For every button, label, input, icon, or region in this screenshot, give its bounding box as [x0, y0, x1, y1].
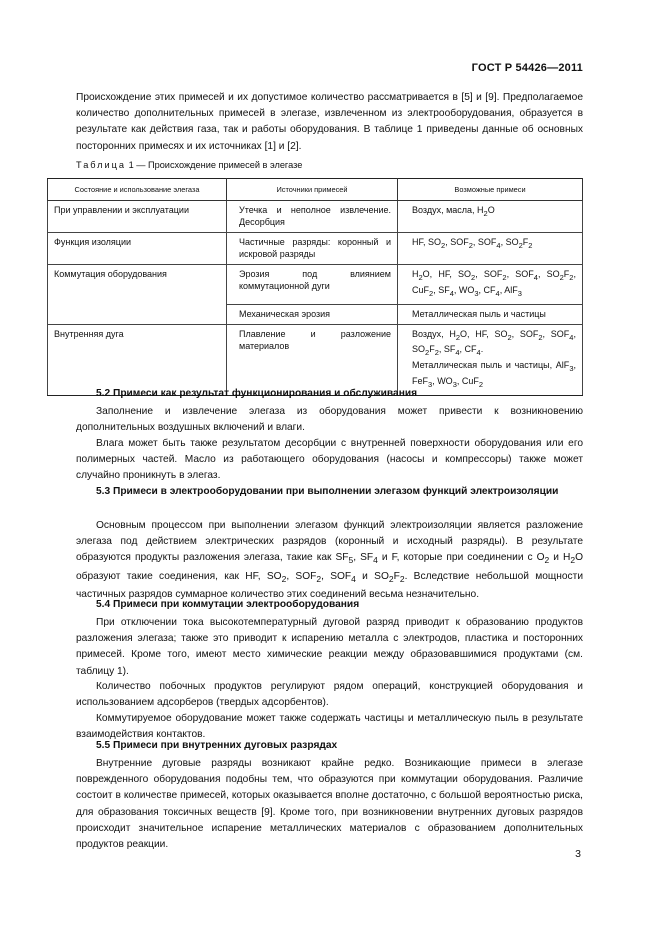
intro-paragraph: Происхождение этих примесей и их допустимое количество рассматривается в [5] и [9]. Предполагаемое количество дополнительных примесей в элегазе, извлеченном из электрооборудования, образуется в результате как действия газа, так и работы оборудования. В таблице 1 приведены данные об основных посторонних примесях и их источниках [1] и [2].: [76, 92, 583, 152]
table-cell-state: Функция изоляции: [48, 233, 227, 265]
table-row: [48, 265, 583, 305]
impurities-table: [47, 178, 583, 396]
table-caption-text: 1 — Происхождение примесей в элегазе: [126, 160, 303, 170]
table-cell-impurity: $H_2O$, HF, $SO_2$, $SOF_2$, $SOF_4$, $SO_2F_2$, CuF$_2$, $SF_4$, $WO_3$, $CF_4$, AlF$_3$: [398, 265, 583, 305]
table-cell-impurity: Воздух, масла, $H_2O$: [398, 201, 583, 233]
table-cell-source: Механическая эрозия: [227, 304, 398, 324]
table-cell-source: Эрозия под влиянием коммутационной дуги: [227, 265, 398, 305]
table-header-row: [48, 179, 583, 201]
section-5-5-heading: 5.5 Примеси при внутренних дуговых разрядах: [96, 740, 338, 751]
table-row: [48, 324, 583, 395]
section-5-4-heading: 5.4 Примеси при коммутации электрооборудования: [96, 599, 360, 610]
table-caption-word: Таблица: [76, 160, 127, 170]
document-header: ГОСТ Р 54426—2011: [471, 62, 583, 74]
section-5-5-paragraph: Внутренние дуговые разряды возникают крайне редко. Возникающие примеси в элегазе поврежденного оборудования подобны тем, что образуются при коммутации оборудования. Различие состоит в количестве примесей, которых оказывается вполне достаточно, с большой вероятностью риска, для образования токсичных веществ [9]. Кроме того, при возникновении внутренних дуговых разрядов происходит значительное испарение металлических материалов с образованием дополнительных продуктов реакции.: [76, 758, 583, 851]
section-5-4-paragraph: Количество побочных продуктов регулируют рядом операций, конструкцией оборудования и использованием адсорберов (твердых адсорбентов).: [76, 681, 583, 709]
table-row: [48, 201, 583, 233]
table-header-cell: Источники примесей: [227, 179, 398, 201]
section-5-3-paragraph: Основным процессом при выполнении элегазом функций электроизоляции является разложение элегаза под действием электрических разрядов (коронный и исходный разряды). В результате образуются продукты разложения элегаза, такие как $SF_5$, $SF_4$ и F, которые при соединении с $O_2$ и $H_2O$ образуют такие соединения, как HF, $SO_2$, $SOF_2$, $SOF_4$ и $SO_2F_2$. Вследствие небольшой мощности частичных разрядов суммарное количество этих соединений весьма незначительно.: [76, 520, 584, 600]
section-5-4-paragraph: При отключении тока высокотемпературный дуговой разряд приводит к образованию продуктов разложения элегаза; также это приводит к испарению металла с электродов, пластика и посторонних примесей. Кроме того, имеют место химические реакции между образовавшимися продуктами (см. таблицу 1).: [76, 617, 583, 677]
section-5-4-paragraph: Коммутируемое оборудование может также содержать частицы и металлическую пыль в результате взаимодействия контактов.: [76, 713, 583, 741]
table-header-cell: Возможные примеси: [398, 179, 583, 201]
table-caption: [76, 160, 302, 170]
section-5-3-heading: 5.3 Примеси в электрооборудовании при выполнении элегазом функций электроизоляции: [96, 486, 559, 497]
table-cell-source: Плавление и разложение материалов: [227, 324, 398, 395]
table-cell-source: Утечка и неполное извлечение. Десорбция: [227, 201, 398, 233]
table-cell-state: Коммутация оборудования: [48, 265, 227, 325]
table-row: [48, 233, 583, 265]
section-5-2-paragraph: Заполнение и извлечение элегаза из оборудования может привести к возникновению дополнительных воздушных включений и влаги.: [76, 406, 583, 434]
page-number: 3: [575, 848, 581, 860]
table-cell-impurity: Металлическая пыль и частицы: [398, 304, 583, 324]
table-cell-source: Частичные разряды: коронный и искровой разряды: [227, 233, 398, 265]
table-cell-impurity: Воздух, $H_2O$, HF, $SO_2$, $SOF_2$, $SOF_4$, $SO_2F_2$, $SF_4$, $CF_4$. Металлическая пыль и частицы, AlF$_3$, FeF$_3$, $WO_3$, CuF$_2$: [398, 324, 583, 395]
section-5-2-paragraph: Влага может быть также результатом десорбции с внутренней поверхности оборудования или его полимерных частей. Масло из работающего оборудования (насосы и компрессоры) также может случайно проникнуть в элегаз.: [76, 438, 583, 482]
table-header-cell: Состояние и использование элегаза: [48, 179, 227, 201]
table-cell-state: При управлении и эксплуатации: [48, 201, 227, 233]
section-5-2-heading: 5.2 Примеси как результат функционирования и обслуживания: [96, 388, 418, 399]
table-cell-impurity: HF, $SO_2$, $SOF_2$, $SOF_4$, $SO_2F_2$: [398, 233, 583, 265]
table-cell-state: Внутренняя дуга: [48, 324, 227, 395]
